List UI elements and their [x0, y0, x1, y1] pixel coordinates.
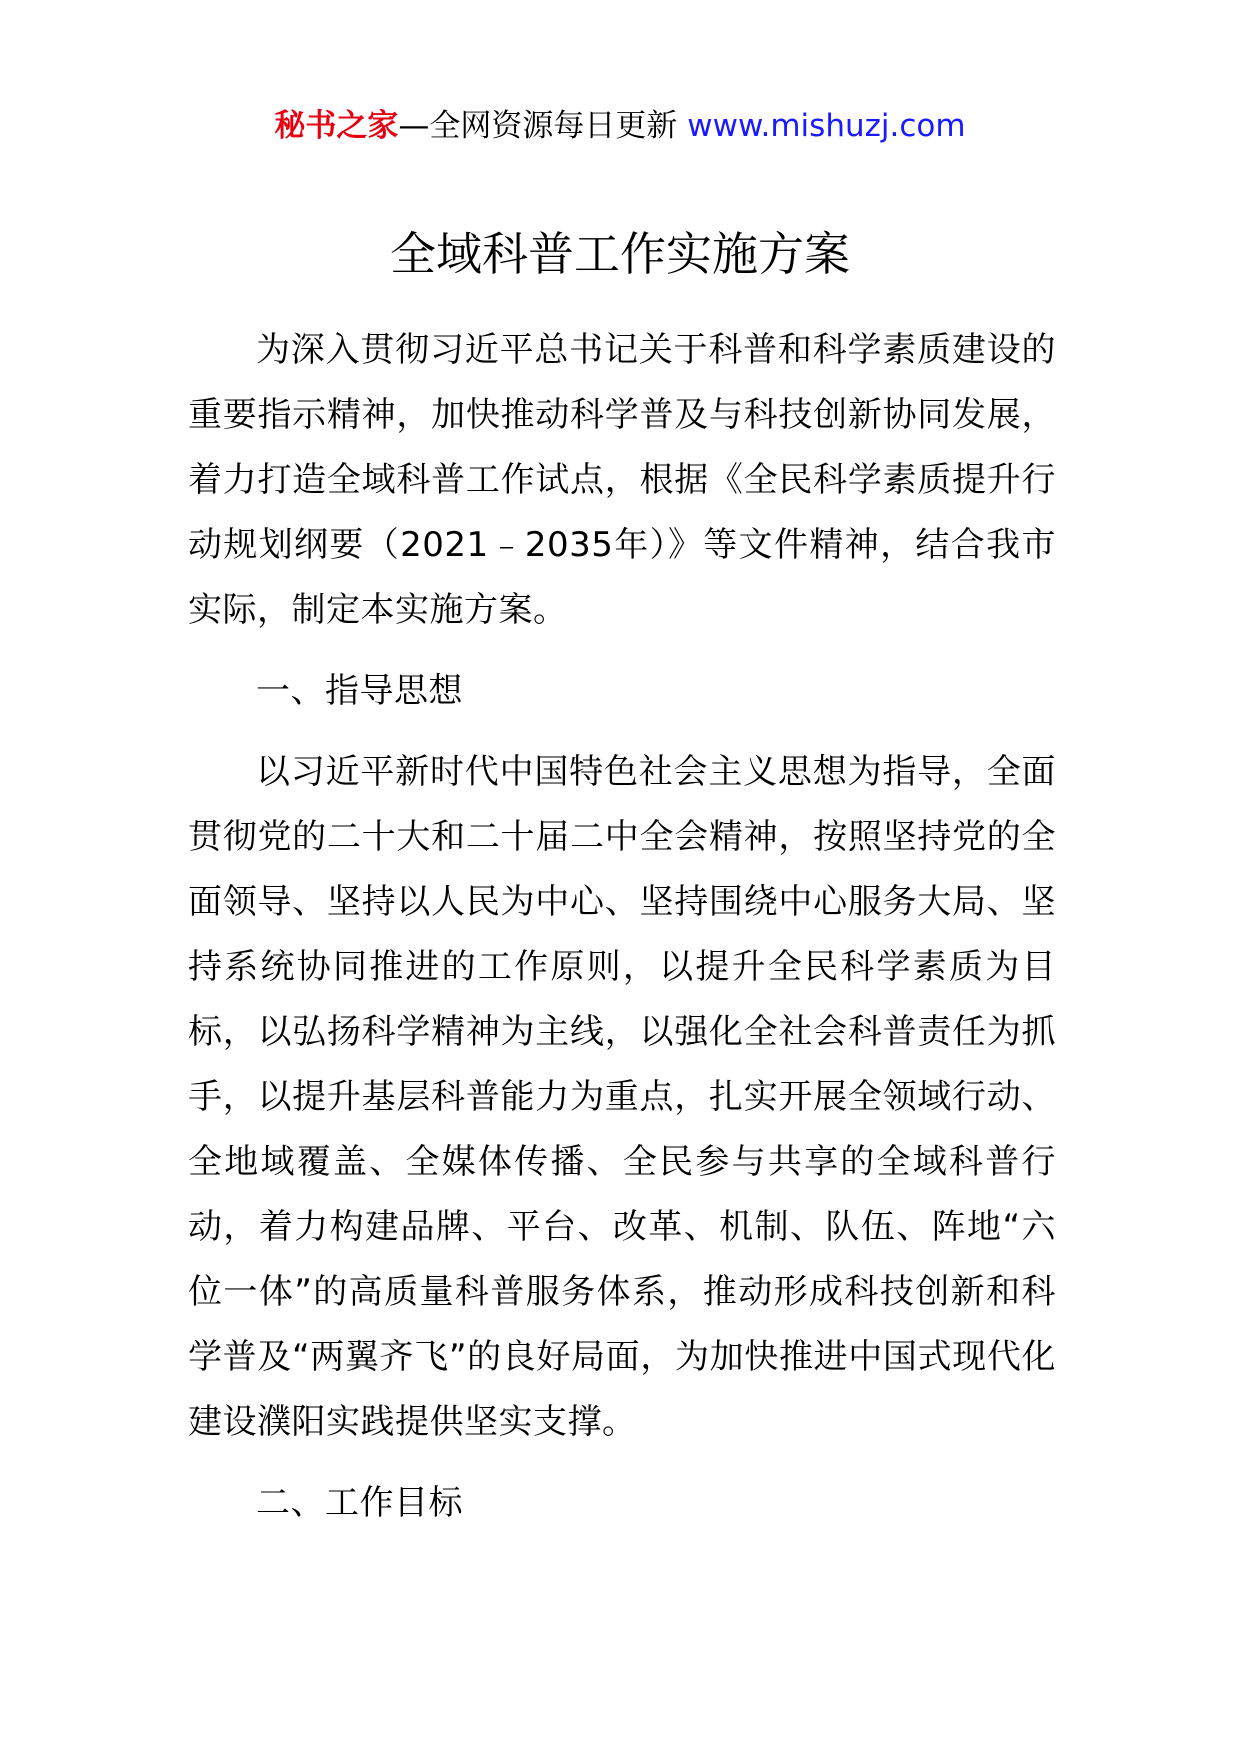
- guiding-ideology-paragraph: 以习近平新时代中国特色社会主义思想为指导，全面贯彻党的二十大和二十届二中全会精神，按照坚持党的全面领导、坚持以人民为中心、坚持围绕中心服务大局、坚持系统协同推进的工作原则，以提升全民科学素质为目标，以弘扬科学精神为主线，以强化全社会科普责任为抓手，以提升基层科普能力为重点，扎实开展全领域行动、全地域覆盖、全媒体传播、全民参与共享的全域科普行动，着力构建品牌、平台、改革、机制、队伍、阵地“六位一体”的高质量科普服务体系，推动形成科技创新和科学普及“两翼齐飞”的良好局面，为加快推进中国式现代化建设濮阳实践提供坚实支撑。: [188, 752, 1056, 1442]
- site-url-link[interactable]: www.mishuzj.com: [687, 108, 966, 144]
- section-heading-guiding-ideology: 一、指导思想: [256, 671, 463, 711]
- brand-name: 秘书之家: [274, 108, 399, 144]
- section-heading-work-goals: 二、工作目标: [256, 1483, 463, 1523]
- document-title: 全域科普工作实施方案: [390, 227, 850, 281]
- intro-paragraph: 为深入贯彻习近平总书记关于科普和科学素质建设的重要指示精神，加快推动科学普及与科技创新协同发展，着力打造全域科普工作试点，根据《全民科学素质提升行动规划纲要（2021﹣2035年）》等文件精神，结合我市实际，制定本实施方案。: [188, 330, 1056, 630]
- document-body: [188, 318, 1056, 1536]
- site-header: [0, 104, 1240, 148]
- header-tagline: —全网资源每日更新: [398, 108, 678, 144]
